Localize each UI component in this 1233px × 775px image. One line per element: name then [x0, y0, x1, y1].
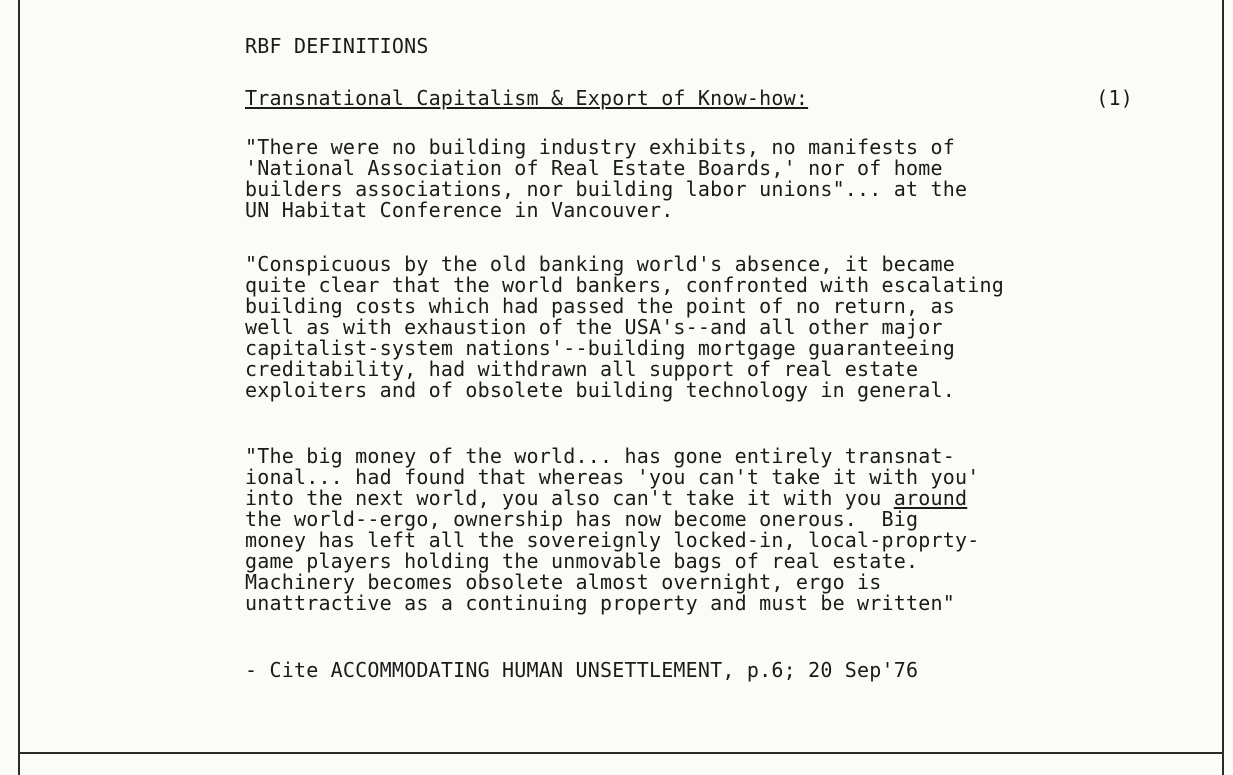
paragraph-3-line: ional... had found that whereas 'you can't take it with you': [245, 465, 980, 489]
paragraph-2-line: creditability, had withdrawn all support of real estate: [245, 357, 919, 381]
citation-line: - Cite ACCOMMODATING HUMAN UNSETTLEMENT, p.6; 20 Sep'76: [245, 658, 919, 682]
document-heading: RBF DEFINITIONS: [245, 34, 429, 58]
paragraph-2: [245, 254, 1145, 401]
paragraph-3-line-text: into the next world, you also can't take it with you: [245, 486, 894, 510]
paragraph-3-line: money has left all the sovereignly locked-in, local-proprty-: [245, 528, 980, 552]
paragraph-3-line: "The big money of the world... has gone entirely transnat-: [245, 444, 955, 468]
paragraph-2-line: building costs which had passed the point of no return, as: [245, 294, 955, 318]
paragraph-3-line: game players holding the unmovable bags of real estate.: [245, 549, 919, 573]
paragraph-1: [245, 137, 1145, 221]
subtitle: Transnational Capitalism & Export of Know-how:: [245, 86, 809, 110]
paragraph-3: [245, 446, 1145, 614]
paragraph-3-line: Machinery becomes obsolete almost overnight, ergo is: [245, 570, 882, 594]
paragraph-3-line: unattractive as a continuing property and must be written": [245, 591, 955, 615]
paragraph-2-line: capitalist-system nations'--building mortgage guaranteeing: [245, 336, 955, 360]
paragraph-1-line: builders associations, nor building labor unions"... at the: [245, 177, 968, 201]
subtitle-row: [245, 88, 1145, 109]
right-border-rule: [1222, 0, 1224, 775]
paragraph-1-line: "There were no building industry exhibits, no manifests of: [245, 135, 955, 159]
underlined-word: around: [893, 486, 968, 510]
paragraph-3-line: [245, 488, 1145, 509]
citation: [245, 660, 1145, 681]
paragraph-1-line: 'National Association of Real Estate Boards,' nor of home: [245, 156, 943, 180]
bottom-border-rule: [18, 752, 1224, 754]
paragraph-2-line: "Conspicuous by the old banking world's absence, it became: [245, 252, 955, 276]
page-marker: (1): [1096, 86, 1133, 110]
paragraph-1-line: UN Habitat Conference in Vancouver.: [245, 198, 674, 222]
paragraph-2-line: well as with exhaustion of the USA's--and all other major: [245, 315, 943, 339]
paragraph-3-line: the world--ergo, ownership has now become onerous. Big: [245, 507, 919, 531]
paragraph-2-line: exploiters and of obsolete building technology in general.: [245, 378, 955, 402]
paragraph-2-line: quite clear that the world bankers, confronted with escalating: [245, 273, 1004, 297]
left-border-rule: [18, 0, 20, 775]
